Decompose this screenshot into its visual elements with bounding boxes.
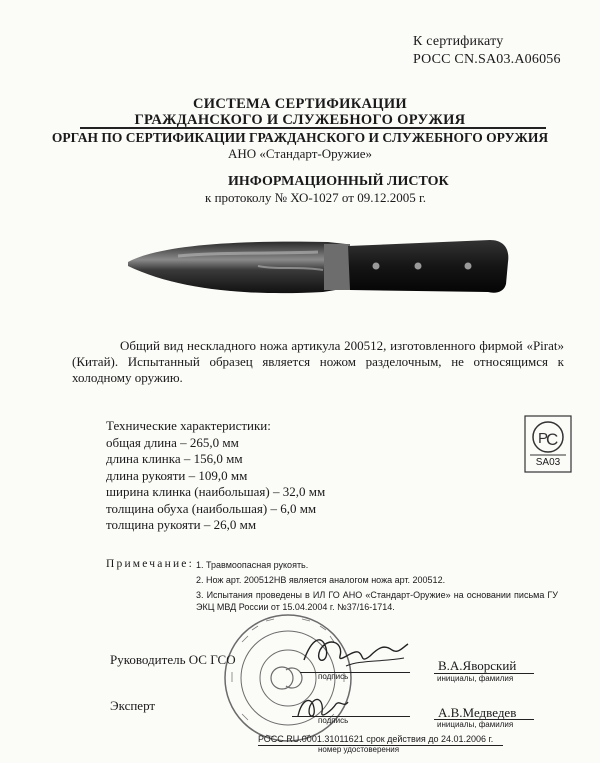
expert-sign-caption: подпись: [318, 716, 349, 725]
system-title-line-1: СИСТЕМА СЕРТИФИКАЦИИ: [192, 96, 408, 112]
expert-role: Эксперт: [110, 698, 156, 713]
reference-line-1: К сертификату: [413, 34, 504, 49]
note-item: 2. Нож арт. 200512НВ является аналогом ножа арт. 200512.: [196, 575, 446, 585]
cert-mark-label: SA03: [535, 457, 561, 468]
specs-heading: Технические характеристики:: [106, 418, 271, 433]
organization-name: АНО «Стандарт-Оружие»: [228, 146, 372, 161]
pct-certification-mark-icon: [524, 415, 572, 473]
note-item: 1. Травмоопасная рукоять.: [196, 560, 309, 570]
head-name: В.А.Яворский: [438, 658, 517, 673]
technical-specifications: [106, 418, 325, 534]
head-signature-line: [300, 672, 410, 673]
reference-line-2: РОСС CN.SA03.A06056: [413, 52, 561, 67]
credential-number: РОСС RU.0001.31011621 срок действия до 24.01.2006 г.: [258, 734, 494, 744]
svg-text:Р: Р: [538, 430, 549, 447]
head-signature: [300, 630, 410, 672]
notes-title: Примечание:: [106, 558, 195, 570]
organ-title: ОРГАН ПО СЕРТИФИКАЦИИ ГРАЖДАНСКОГО И СЛУЖЕБНОГО ОРУЖИЯ: [51, 130, 549, 145]
header-divider: [80, 127, 546, 129]
spec-item: толщина обуха (наибольшая) – 6,0 мм: [106, 500, 317, 516]
spec-item: общая длина – 265,0 мм: [106, 434, 239, 450]
note-item: 3. Испытания проведены в ИЛ ГО АНО «Стандарт-Оружие» на основании письма ГУ ЭКЦ МВД России от 15.04.2004 г. №37/16-1714.: [196, 590, 558, 612]
svg-text:С: С: [546, 430, 559, 449]
head-initials-caption: инициалы, фамилия: [437, 674, 514, 683]
head-sign-caption: подпись: [318, 672, 349, 681]
knife-photo: [118, 226, 518, 306]
spec-item: толщина рукояти – 26,0 мм: [106, 517, 257, 532]
spec-item: длина клинка – 156,0 мм: [106, 451, 243, 466]
credential-caption: номер удостоверения: [318, 745, 400, 754]
protocol-reference: к протоколу № ХО-1027 от 09.12.2005 г.: [205, 190, 427, 205]
knife-description: Общий вид нескладного ножа артикула 200512, изготовленного фирмой «Pirat» (Китай). Испытанный образец является ножом разделочным, не относящимся к холодному оружию.: [72, 338, 564, 385]
expert-initials-caption: инициалы, фамилия: [437, 720, 514, 729]
head-role: Руководитель ОС ГСО: [110, 652, 236, 667]
document-title: ИНФОРМАЦИОННЫЙ ЛИСТОК: [228, 174, 449, 189]
expert-name: А.В.Медведев: [438, 705, 517, 720]
expert-signature-line: [292, 716, 410, 717]
system-title-line-2: ГРАЖДАНСКОГО И СЛУЖЕБНОГО ОРУЖИЯ: [134, 112, 466, 128]
spec-item: ширина клинка (наибольшая) – 32,0 мм: [106, 484, 326, 499]
spec-item: длина рукояти – 109,0 мм: [106, 467, 248, 483]
